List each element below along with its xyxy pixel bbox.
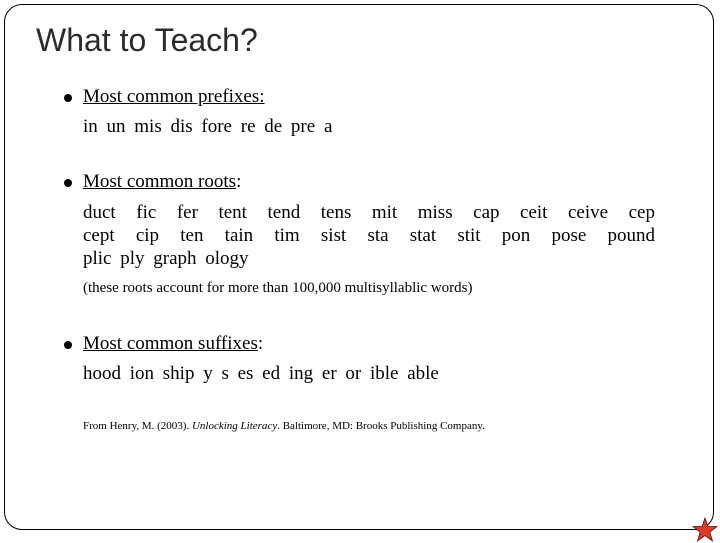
suffixes-colon: :: [257, 333, 264, 354]
suffixes-heading: [83, 333, 263, 355]
suffixes-label: Most common suffixes: [83, 333, 258, 354]
prefixes-list: in un mis dis fore re de pre a: [83, 116, 333, 137]
roots-line-2: cept cip ten tain tim sist sta stat stit pon pose pound: [83, 225, 655, 246]
citation-after: . Baltimore, MD: Brooks Publishing Company.: [277, 420, 485, 432]
star-icon: [692, 517, 718, 543]
citation-book-title: Unlocking Literacy: [191, 420, 278, 432]
bullet-roots: [64, 179, 72, 187]
roots-label: Most common roots: [83, 171, 237, 192]
suffixes-list: hood ion ship y s es ed ing er or ible able: [83, 363, 439, 384]
prefixes-colon: :: [259, 86, 265, 107]
roots-line-1: duct fic fer tent tend tens mit miss cap ceit ceive cep: [83, 202, 655, 223]
bullet-prefixes: [64, 94, 72, 102]
bullet-suffixes: [64, 341, 72, 349]
prefixes-heading: [83, 86, 265, 108]
prefixes-label: Most common prefixes: [83, 86, 260, 107]
roots-note: (these roots account for more than 100,000 multisyllablic words): [83, 280, 473, 296]
roots-colon: :: [236, 171, 242, 192]
slide-title: What to Teach?: [36, 22, 258, 58]
roots-heading: [83, 171, 241, 193]
citation: [83, 420, 485, 432]
roots-line-3: plic ply graph ology: [83, 248, 249, 269]
citation-before: From Henry, M. (2003).: [83, 420, 192, 432]
